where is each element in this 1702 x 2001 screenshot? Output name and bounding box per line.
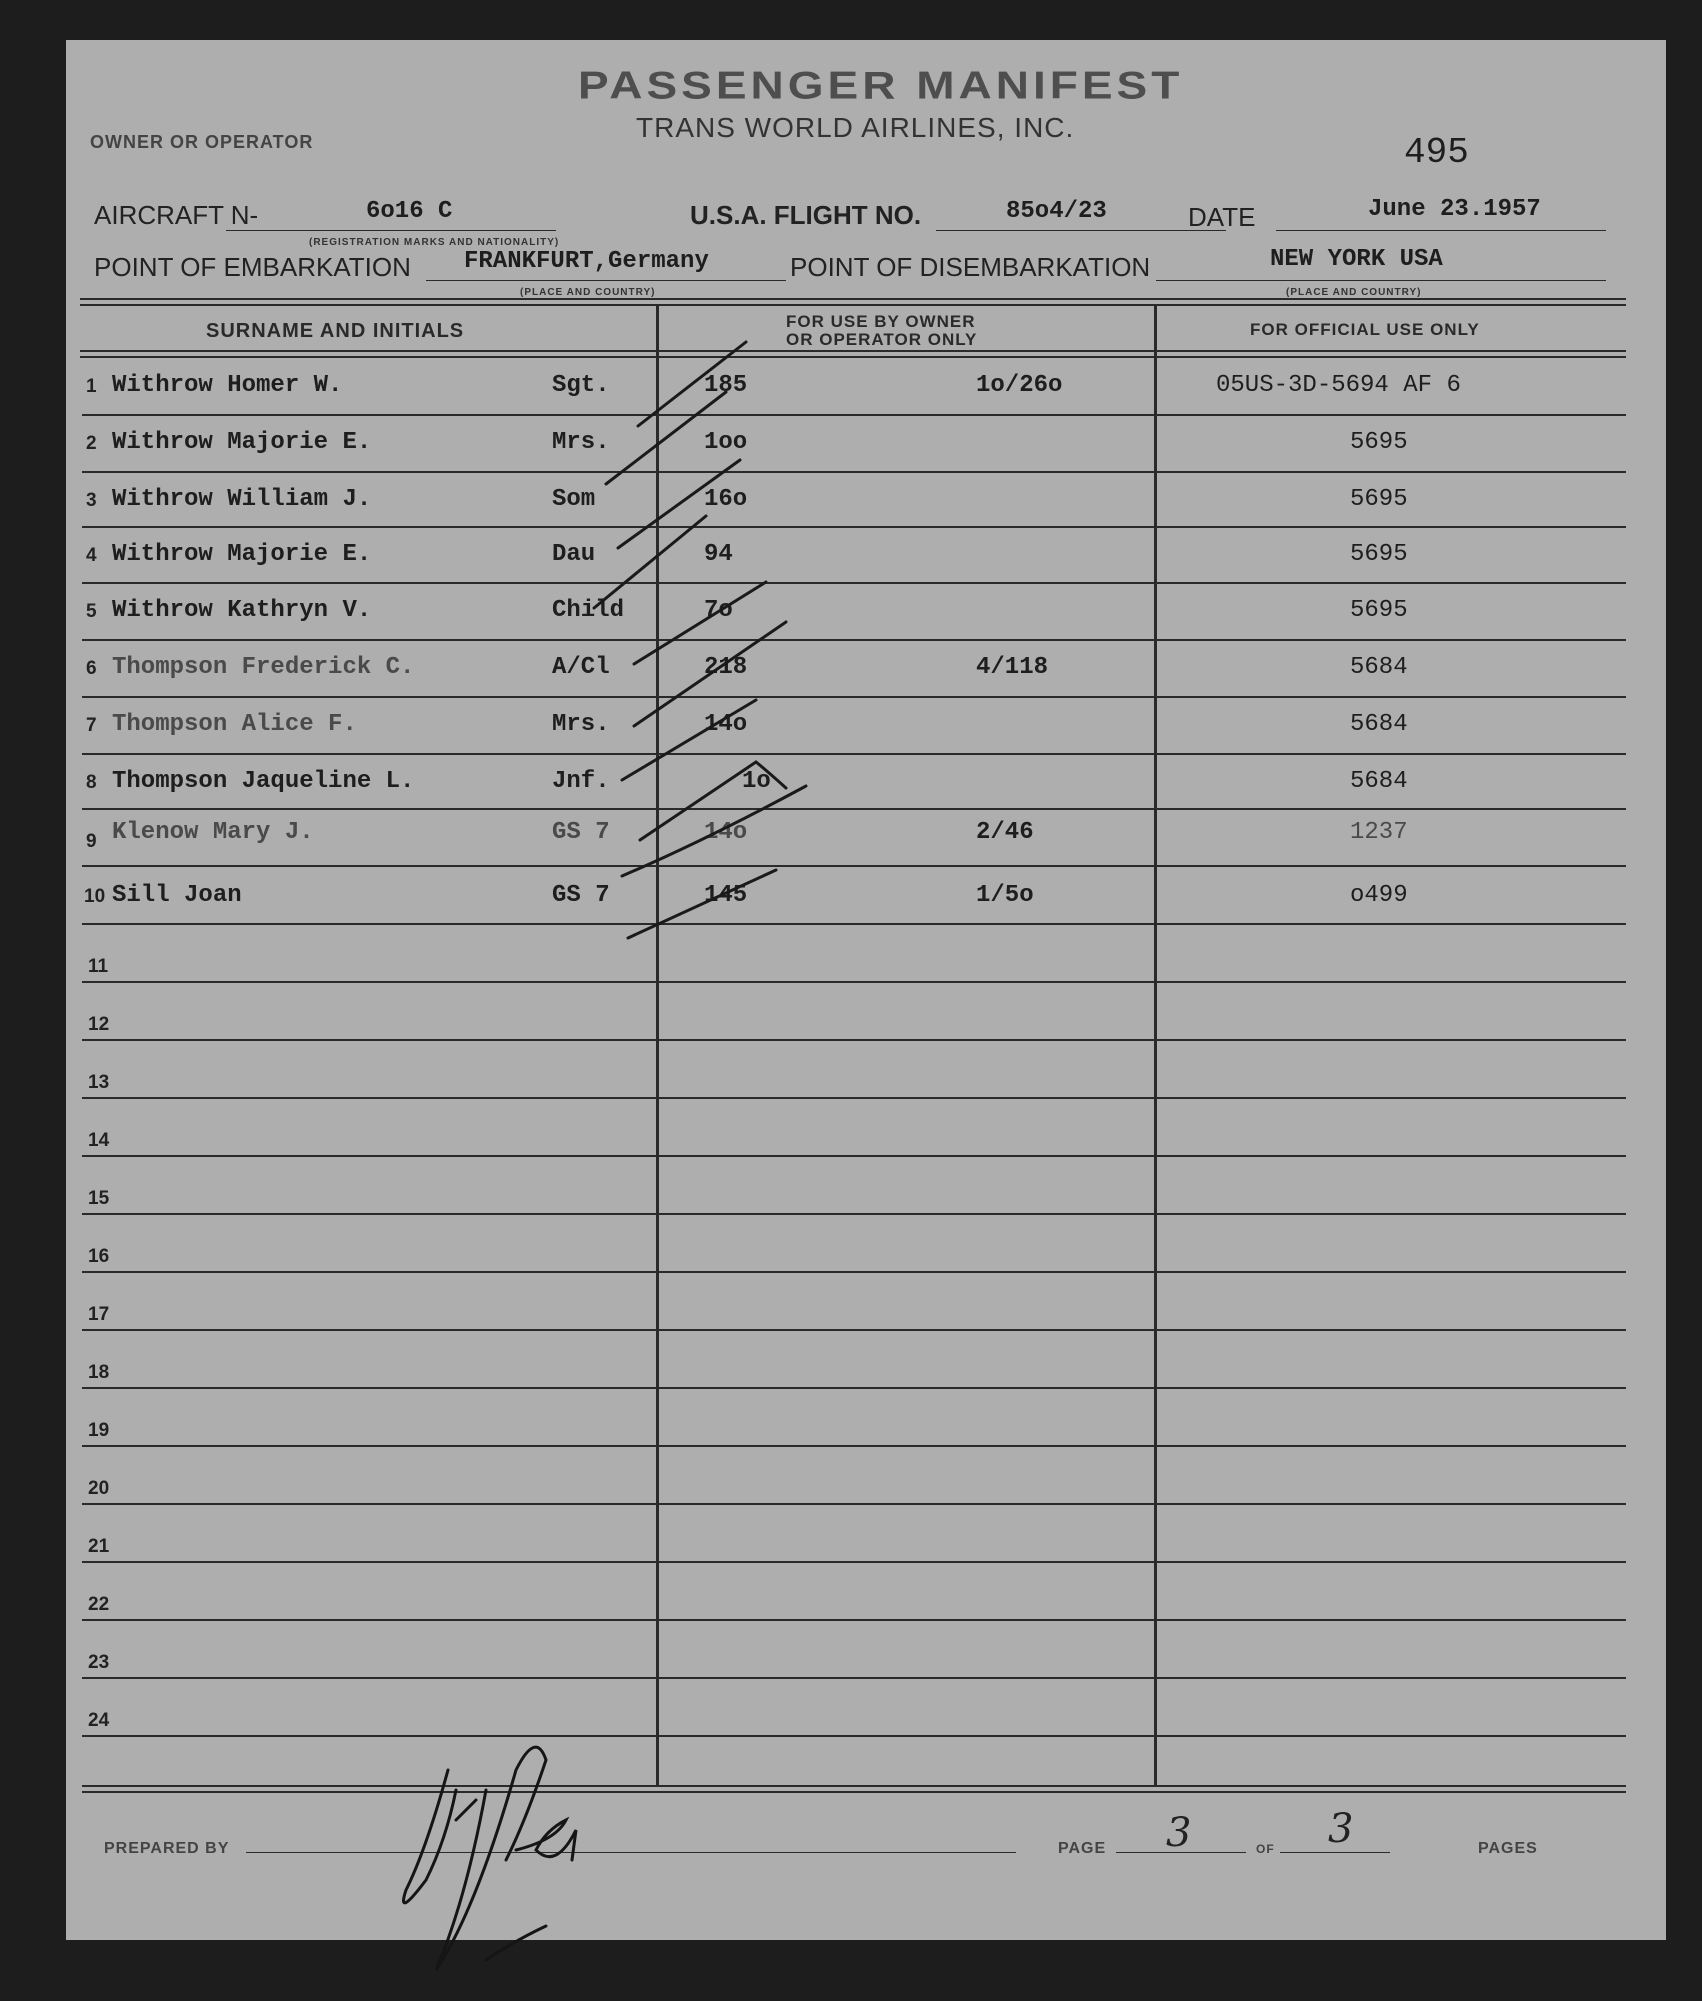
prepared-by-label: PREPARED BY	[104, 1840, 230, 1857]
official-code: 5695	[1350, 486, 1408, 513]
official-code: o499	[1350, 882, 1408, 909]
row-number: 7	[86, 715, 97, 736]
aircraft-value: 6o16 C	[366, 198, 453, 225]
row-number: 4	[86, 545, 97, 566]
passenger-title: A/Cl	[552, 654, 610, 681]
row-number: 18	[88, 1362, 110, 1383]
page-label: PAGE	[1058, 1840, 1107, 1857]
row-number: 1	[86, 376, 97, 397]
manifest-sheet	[66, 40, 1666, 1940]
passenger-title: GS 7	[552, 882, 610, 909]
of-label: OF	[1256, 1842, 1275, 1856]
passenger-name: Klenow Mary J.	[112, 819, 314, 846]
row-number: 22	[88, 1594, 110, 1615]
flight-label: U.S.A. FLIGHT NO.	[690, 200, 922, 230]
passenger-title: Jnf.	[552, 768, 610, 795]
official-code: 5695	[1350, 597, 1408, 624]
flight-value: 85o4/23	[1006, 198, 1107, 225]
official-code: 1237	[1350, 819, 1408, 846]
official-code: 5695	[1350, 541, 1408, 568]
passenger-title: Child	[552, 597, 625, 624]
passenger-weight: 14o	[704, 711, 748, 738]
passenger-weight: 94	[704, 541, 733, 568]
document-title: PASSENGER MANIFEST	[578, 62, 1184, 108]
passenger-title: Mrs.	[552, 711, 610, 738]
passenger-name: Withrow William J.	[112, 486, 372, 513]
row-number: 6	[86, 658, 97, 679]
row-number: 14	[88, 1130, 110, 1151]
col-owner-header-2: OR OPERATOR ONLY	[786, 330, 978, 349]
date-value: June 23.1957	[1368, 196, 1541, 223]
date-label: DATE	[1188, 202, 1256, 232]
row-number: 17	[88, 1304, 110, 1325]
row-number: 16	[88, 1246, 110, 1267]
official-code: 05US-3D-5694 AF 6	[1216, 372, 1461, 399]
passenger-weight: 14o	[704, 819, 748, 846]
passenger-name: Sill Joan	[112, 882, 242, 909]
col-owner-header-1: FOR USE BY OWNER	[786, 312, 976, 331]
col-surname-header: SURNAME AND INITIALS	[206, 320, 465, 342]
official-code: 5684	[1350, 654, 1408, 681]
row-number: 11	[88, 956, 109, 977]
aircraft-note: (REGISTRATION MARKS AND NATIONALITY)	[309, 237, 560, 248]
row-number: 24	[88, 1710, 110, 1731]
passenger-name: Withrow Majorie E.	[112, 541, 372, 568]
col-official-header: FOR OFFICIAL USE ONLY	[1250, 320, 1480, 339]
row-number: 5	[86, 601, 97, 622]
passenger-name: Thompson Alice F.	[112, 711, 357, 738]
row-number: 10	[84, 886, 106, 907]
passenger-title: Dau	[552, 541, 596, 568]
page-id-number: 495	[1404, 132, 1469, 173]
row-number: 21	[88, 1536, 110, 1557]
passenger-name: Withrow Majorie E.	[112, 429, 372, 456]
page-value: 3	[1166, 1810, 1192, 1856]
passenger-weight: 16o	[704, 486, 748, 513]
baggage-pieces-weight: 1/5o	[976, 882, 1034, 909]
row-number: 20	[88, 1478, 110, 1499]
passenger-name: Withrow Homer W.	[112, 372, 343, 399]
row-number: 13	[88, 1072, 110, 1093]
passenger-name: Withrow Kathryn V.	[112, 597, 372, 624]
passenger-name: Thompson Frederick C.	[112, 654, 415, 681]
row-number: 8	[86, 772, 97, 793]
disembarkation-value: NEW YORK USA	[1270, 246, 1443, 273]
disembarkation-note: (PLACE AND COUNTRY)	[1286, 287, 1422, 298]
official-code: 5684	[1350, 768, 1408, 795]
passenger-title: Sgt.	[552, 372, 610, 399]
passenger-weight: 7o	[704, 597, 733, 624]
row-number: 9	[86, 831, 97, 852]
passenger-title: Mrs.	[552, 429, 610, 456]
embarkation-value: FRANKFURT,Germany	[464, 248, 709, 275]
row-number: 15	[88, 1188, 110, 1209]
company-name: TRANS WORLD AIRLINES, INC.	[636, 112, 1075, 143]
disembarkation-label: POINT OF DISEMBARKATION	[790, 252, 1151, 282]
official-code: 5695	[1350, 429, 1408, 456]
passenger-weight: 1oo	[704, 429, 748, 456]
passenger-weight: 145	[704, 882, 748, 909]
preparer-signature	[366, 1730, 686, 1980]
pages-label: PAGES	[1478, 1840, 1538, 1857]
passenger-name: Thompson Jaqueline L.	[112, 768, 415, 795]
embarkation-label: POINT OF EMBARKATION	[94, 252, 411, 282]
baggage-pieces-weight: 2/46	[976, 819, 1034, 846]
passenger-title: Som	[552, 486, 596, 513]
passenger-weight: 218	[704, 654, 748, 681]
official-code: 5684	[1350, 711, 1408, 738]
baggage-pieces-weight: 1o/26o	[976, 372, 1063, 399]
row-number: 19	[88, 1420, 110, 1441]
passenger-weight: 1o	[742, 768, 771, 795]
passenger-title: GS 7	[552, 819, 610, 846]
passenger-weight: 185	[704, 372, 748, 399]
row-number: 12	[88, 1014, 110, 1035]
row-number: 23	[88, 1652, 110, 1673]
checkmark-strokes	[66, 40, 1666, 1940]
embarkation-note: (PLACE AND COUNTRY)	[520, 287, 656, 298]
owner-label: OWNER OR OPERATOR	[90, 132, 314, 152]
aircraft-label: AIRCRAFT N-	[94, 200, 259, 230]
baggage-pieces-weight: 4/118	[976, 654, 1049, 681]
row-number: 2	[86, 433, 97, 454]
of-value: 3	[1328, 1806, 1354, 1852]
row-number: 3	[86, 490, 97, 511]
